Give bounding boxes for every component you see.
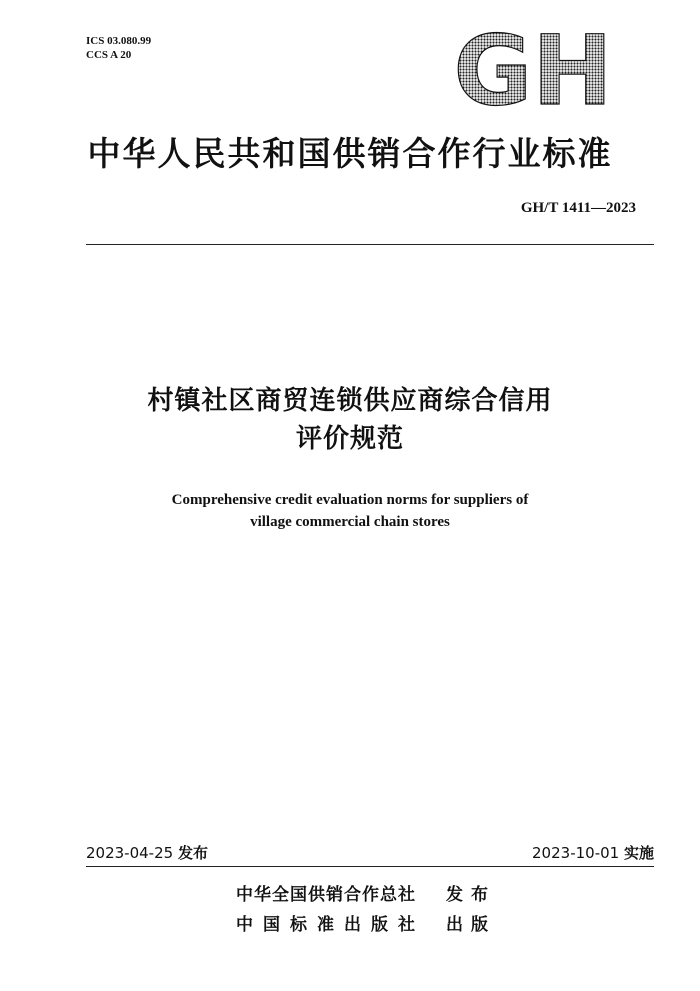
implement-date: 2023-10-01 [532, 844, 620, 862]
issuer-name: 中华全国供销合作总社 [236, 885, 416, 905]
chinese-title [0, 382, 700, 458]
logo-text: GH [453, 15, 613, 127]
standard-number: GH/T 1411—2023 [520, 200, 636, 216]
issuer-action: 发布 [446, 885, 496, 905]
header-divider [86, 244, 654, 245]
english-title-line1: Comprehensive credit evaluation norms for suppliers of [171, 492, 529, 508]
issuers [236, 880, 496, 940]
organization-title: 中华人民共和国供销合作行业标准 [87, 134, 613, 173]
implement-date-block [532, 842, 654, 863]
issuer-name: 中国标准出版社 [236, 915, 425, 935]
chinese-title-line1: 村镇社区商贸连锁供应商综合信用 [147, 386, 553, 416]
dates-row [86, 842, 654, 863]
publish-date: 2023-04-25 [86, 844, 174, 862]
issuer-row [236, 880, 496, 910]
implement-label: 实施 [623, 844, 654, 862]
chinese-title-line2: 评价规范 [295, 424, 404, 454]
publish-label: 发布 [177, 844, 208, 862]
issuer-row [236, 910, 496, 940]
english-title-line2: village commercial chain stores [250, 514, 450, 530]
gh-logo [453, 15, 613, 127]
classification-codes [86, 34, 151, 62]
footer-divider [86, 866, 654, 867]
publish-date-block [86, 842, 208, 863]
ics-code: ICS 03.080.99 [86, 35, 152, 47]
issuer-action: 出版 [446, 915, 496, 935]
english-title [0, 489, 700, 533]
ccs-code: CCS A 20 [86, 49, 132, 61]
